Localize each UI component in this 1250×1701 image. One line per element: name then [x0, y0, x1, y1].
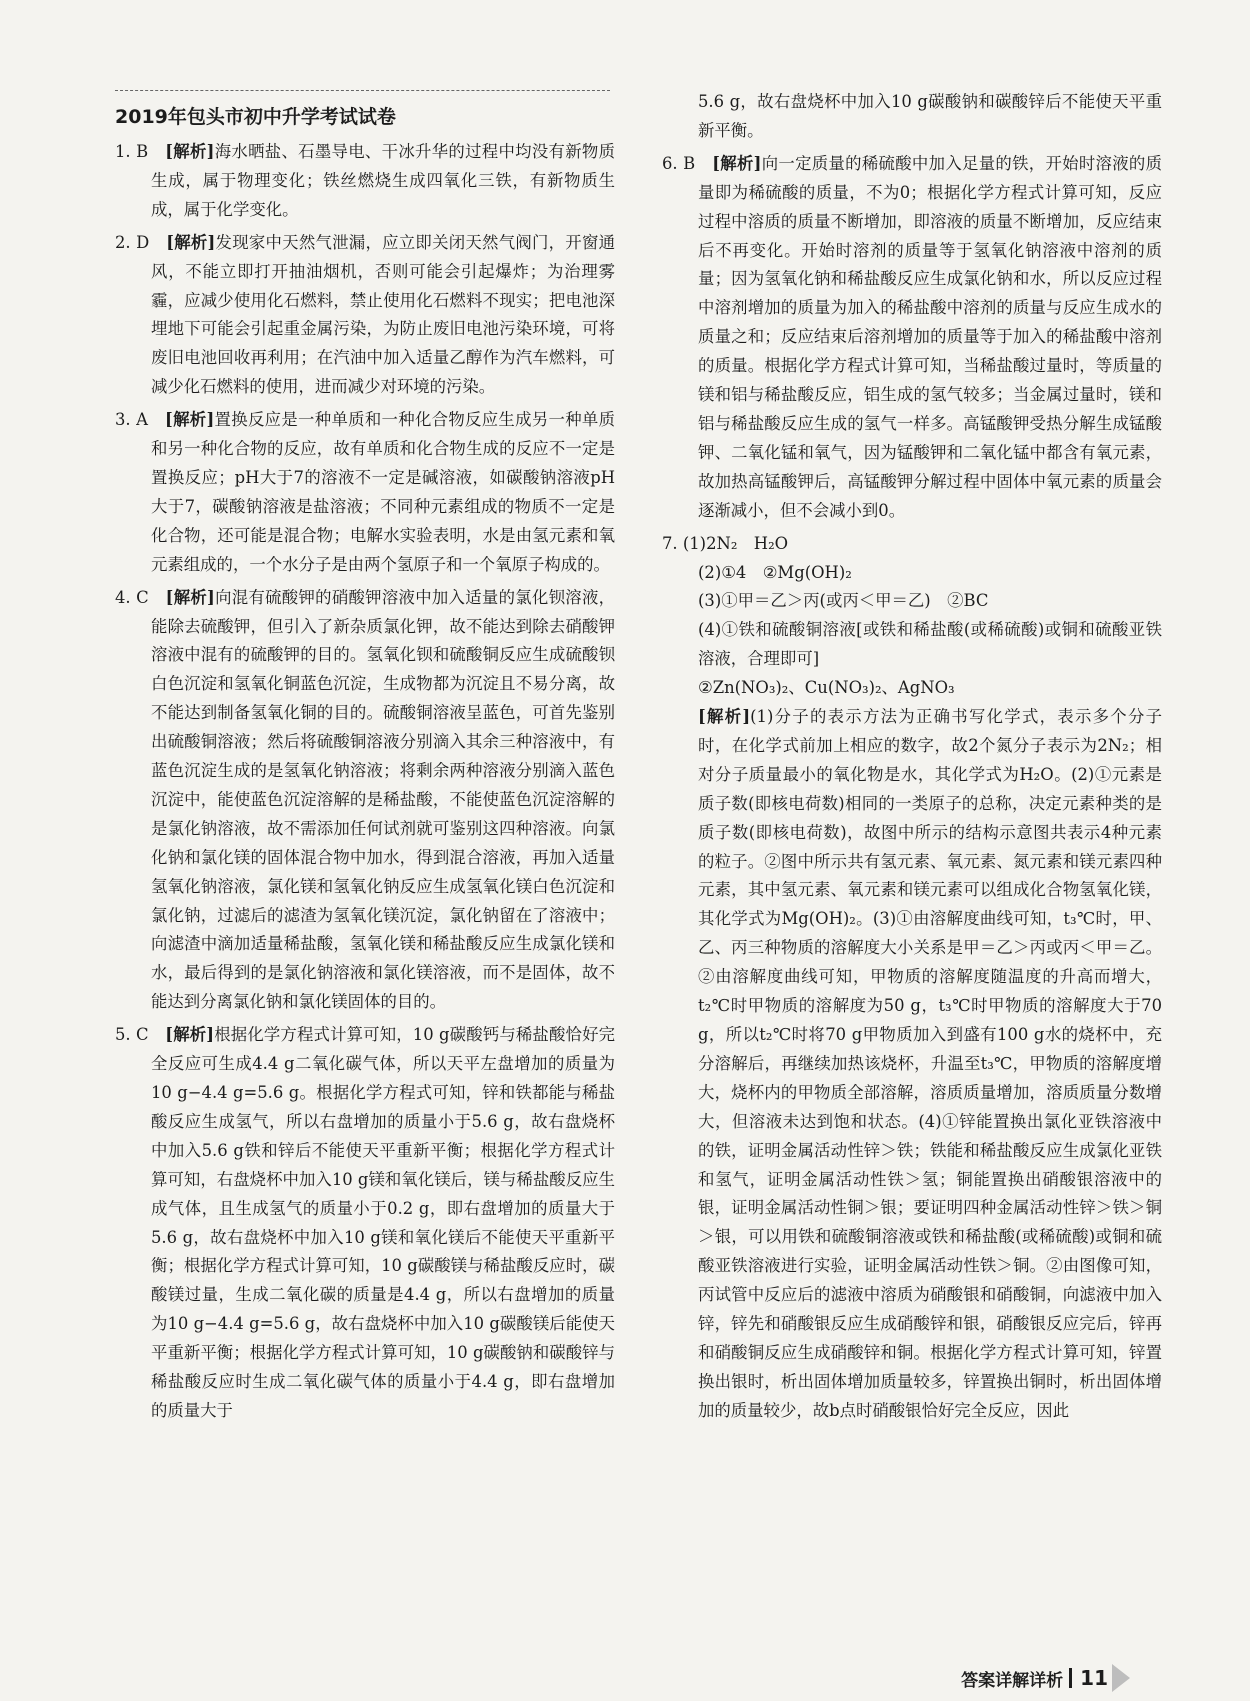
- left-column: [115, 94, 615, 1430]
- answer-item-5-continued: 5.6 g，故右盘烧杯中加入10 g碳酸钠和碳酸锌后不能使天平重新平衡。: [698, 92, 1162, 140]
- analysis-tag: [解析]: [165, 587, 215, 607]
- answer-item-5: 5. C [解析]根据化学方程式计算可知，10 g碳酸钙与稀盐酸恰好完全反应可生成4.4 g二氧化碳气体，所以天平左盘增加的质量为10 g−4.4 g=5.6 g。根据化学方程式可知，锌和铁都能与稀盐酸反应生成氢气，所以右盘增加的质量小于5.6 g，故右盘烧杯中加入5.6 g铁和锌后不能使天平重新平衡；根据化学方程式计算可知，右盘烧杯中加入10 g镁和氧化镁后，镁与稀盐酸反应生成气体，且生成氢气的质量小于0.2 g，即右盘增加的质量大于5.6 g，故右盘烧杯中加入10 g镁和氧化镁后不能使天平重新平衡；根据化学方程式计算可知，10 g碳酸镁与稀盐酸反应时，碳酸镁过量，生成二氧化碳的质量是4.4 g，所以右盘增加的质量为10 g−4.4 g=5.6 g，故右盘烧杯中加入10 g碳酸镁后能使天平重新平衡；根据化学方程式计算可知，10 g碳酸钠和碳酸锌与稀盐酸反应时生成二氧化碳气体的质量小于4.4 g，即右盘增加的质量大于: [115, 1025, 616, 1420]
- page-number: 11: [1080, 1666, 1108, 1690]
- analysis-tag: [解析]: [165, 1025, 215, 1045]
- analysis-tag: [解析]: [165, 410, 215, 430]
- answer-item-1: 1. B [解析]海水晒盐、石墨导电、干冰升华的过程中均没有新物质生成，属于物理变化；铁丝燃烧生成四氧化三铁，有新物质生成，属于化学变化。: [115, 142, 616, 219]
- answer-item-4: 4. C [解析]向混有硫酸钾的硝酸钾溶液中加入适量的氯化钡溶液，能除去硫酸钾，但引入了新杂质氯化钾，故不能达到除去硝酸钾溶液中混有的硫酸钾的目的。氢氧化钡和硫酸铜反应生成硫酸钡白色沉淀和氢氧化铜蓝色沉淀，生成物都为沉淀且不易分离，故不能达到制备氢氧化铜的目的。硫酸铜溶液呈蓝色，可首先鉴别出硫酸铜溶液；然后将硫酸铜溶液分别滴入其余三种溶液中，有蓝色沉淀生成的是氢氧化钠溶液；将剩余两种溶液分别滴入蓝色沉淀中，能使蓝色沉淀溶解的是稀盐酸，不能使蓝色沉淀溶解的是氯化钠溶液，故不需添加任何试剂就可鉴别这四种溶液。向氯化钠和氯化镁的固体混合物中加水，得到混合溶液，再加入适量氢氧化钠溶液，氯化镁和氢氧化钠反应生成氢氧化镁白色沉淀和氯化钠，过滤后的滤渣为氢氧化镁沉淀，氯化钠留在了溶液中；向滤渣中滴加适量稀盐酸，氢氧化镁和稀盐酸反应生成氯化镁和水，最后得到的是氯化钠溶液和氯化镁溶液，而不是固体，故不能达到分离氯化钠和氯化镁固体的目的。: [115, 587, 616, 1012]
- analysis-tag: [解析]: [166, 232, 216, 252]
- footer-label: 答案详解详析: [961, 1670, 1064, 1691]
- top-divider: [115, 90, 610, 91]
- footer-divider: [1069, 1668, 1072, 1688]
- answer-7-part-3: (3)①甲＝乙＞丙(或丙＜甲＝乙) ②BC: [698, 591, 989, 611]
- answer-7-analysis: [解析](1)分子的表示方法为正确书写化学式，表示多个分子时，在化学式前加上相应的数字，故2个氮分子表示为2N₂；相对分子质量最小的氧化物是水，其化学式为H₂O。(2)①元素是质子数(即核电荷数)相同的一类原子的总称，决定元素种类的是质子数(即核电荷数)，故图中所示的结构示意图共表示4种元素的粒子。②图中所示共有氢元素、氧元素、氮元素和镁元素四种元素，其中氢元素、氧元素和镁元素可以组成化合物氢氧化镁，其化学式为Mg(OH)₂。(3)①由溶解度曲线可知，t₃℃时，甲、乙、丙三种物质的溶解度大小关系是甲＝乙＞丙或丙＜甲＝乙。②由溶解度曲线可知，甲物质的溶解度随温度的升高而增大，t₂℃时甲物质的溶解度为50 g，t₃℃时甲物质的溶解度大于70 g，所以t₂℃时将70 g甲物质加入到盛有100 g水的烧杯中，充分溶解后，再继续加热该烧杯，升温至t₃℃，甲物质的溶解度增大，烧杯内的甲物质全部溶解，溶质质量增加，溶质质量分数增大，但溶液未达到饱和状态。(4)①锌能置换出氯化亚铁溶液中的铁，证明金属活动性锌＞铁；铁能和稀盐酸反应生成氯化亚铁和氢气，证明金属活动性铁＞氢；铜能置换出硝酸银溶液中的银，证明金属活动性铜＞银；要证明四种金属活动性锌＞铁＞铜＞银，可以用铁和硫酸铜溶液或铁和稀盐酸(或稀硫酸)或铜和硫酸亚铁溶液进行实验，证明金属活动性铁＞铜。②由图像可知，丙试管中反应后的滤液中溶质为硝酸银和硝酸铜，向滤液中加入锌，锌先和硝酸银反应生成硝酸锌和银，硝酸银反应完后，锌再和硝酸铜反应生成硝酸锌和铜。根据化学方程式计算可知，锌置换出银时，析出固体增加质量较多，锌置换出铜时，析出固体增加的质量较少，故b点时硝酸银恰好完全反应，因此: [698, 707, 1162, 1420]
- exam-title: 2019年包头市初中升学考试试卷: [115, 106, 396, 128]
- triangle-icon: [1112, 1664, 1130, 1692]
- analysis-tag: [解析]: [712, 153, 762, 173]
- answer-item-2: 2. D [解析]发现家中天然气泄漏，应立即关闭天然气阀门，开窗通风，不能立即打开抽油烟机，否则可能会引起爆炸；为治理雾霾，应减少使用化石燃料，禁止使用化石燃料不现实；把电池深埋地下可能会引起重金属污染，为防止废旧电池污染环境，可将废旧电池回收再利用；在汽油中加入适量乙醇作为汽车燃料，可减少化石燃料的使用，进而减少对环境的污染。: [115, 232, 616, 397]
- answer-item-3: 3. A [解析]置换反应是一种单质和一种化合物反应生成另一种单质和另一种化合物的反应，故有单质和化合物生成的反应不一定是置换反应；pH大于7的溶液不一定是碱溶液，如碳酸钠溶液pH大于7，碳酸钠溶液是盐溶液；不同种元素组成的物质不一定是化合物，还可能是混合物；电解水实验表明，水是由氢元素和氧元素组成的，一个水分子是由两个氢原子和一个氧原子构成的。: [115, 410, 616, 574]
- right-column: [662, 88, 1162, 1430]
- answer-7-part-4b: ②Zn(NO₃)₂、Cu(NO₃)₂、AgNO₃: [698, 678, 955, 698]
- answer-7-part-2: (2)①4 ②Mg(OH)₂: [698, 562, 852, 582]
- analysis-tag: [解析]: [165, 142, 215, 161]
- answer-item-7: 7. (1)2N₂ H₂O: [662, 533, 789, 553]
- page-footer: [961, 1664, 1130, 1692]
- answer-item-6: 6. B [解析]向一定质量的稀硫酸中加入足量的铁，开始时溶液的质量即为稀硫酸的质量，不为0；根据化学方程式计算可知，反应过程中溶质的质量不断增加，即溶液的质量不断增加，反应结束后不再变化。开始时溶剂的质量等于氢氧化钠溶液中溶剂的质量；因为氢氧化钠和稀盐酸反应生成氯化钠和水，所以反应过程中溶剂增加的质量为加入的稀盐酸中溶剂的质量与反应生成水的质量之和；反应结束后溶剂增加的质量等于加入的稀盐酸中溶剂的质量。根据化学方程式计算可知，当稀盐酸过量时，等质量的镁和铝与稀盐酸反应，铝生成的氢气较多；当金属过量时，镁和铝与稀盐酸反应生成的氢气一样多。高锰酸钾受热分解生成锰酸钾、二氧化锰和氧气，因为锰酸钾和二氧化锰中都含有氧元素，故加热高锰酸钾后，高锰酸钾分解过程中固体中氧元素的质量会逐渐减小，但不会减小到0。: [662, 153, 1163, 520]
- answer-7-part-4a: (4)①铁和硫酸铜溶液[或铁和稀盐酸(或稀硫酸)或铜和硫酸亚铁溶液，合理即可]: [698, 620, 1162, 669]
- analysis-tag: [解析]: [698, 707, 751, 727]
